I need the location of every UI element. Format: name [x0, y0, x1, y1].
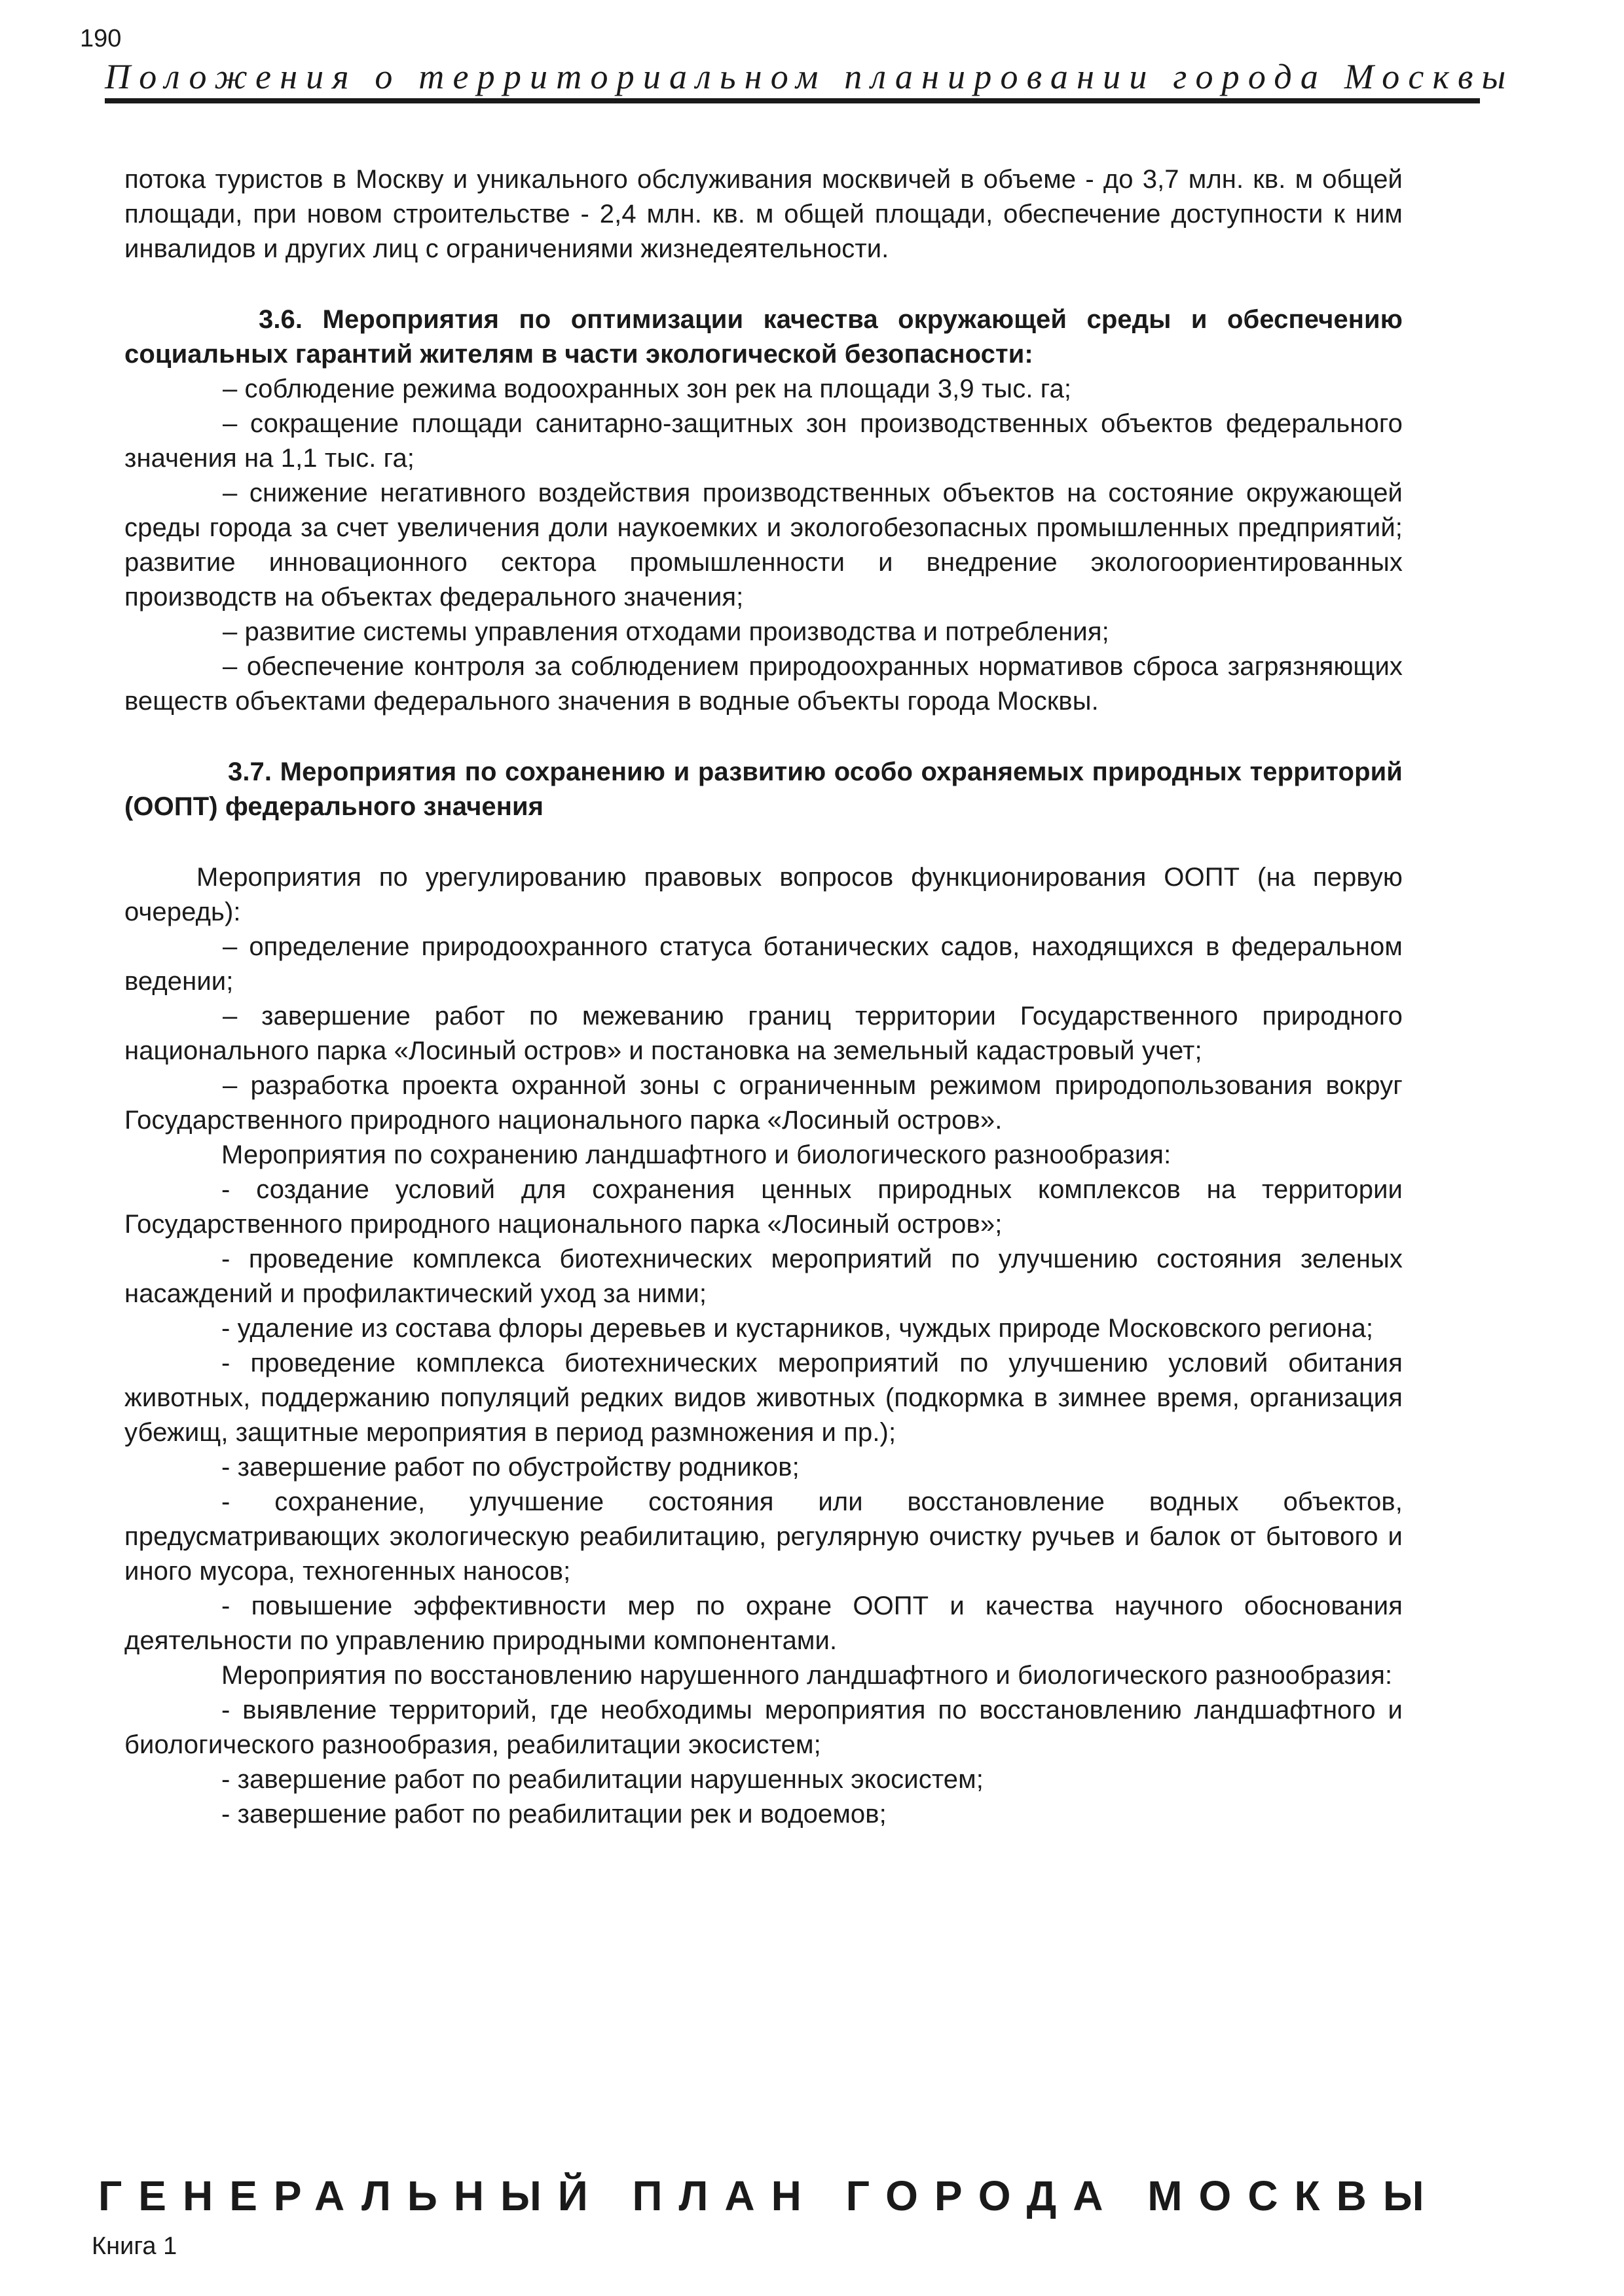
spacer — [124, 824, 1403, 860]
list-item: – разработка проекта охранной зоны с ограниченным режимом природопользования вокруг Государственного природного национального парка «Лосиный остров». — [124, 1071, 1403, 1135]
spacer — [124, 719, 1403, 755]
footer-book-label: Книга 1 — [92, 2232, 177, 2260]
section-3-7-heading: 3.7. Мероприятия по сохранению и развитию особо охраняемых природных территорий (ООПТ) федерального значения — [124, 757, 1403, 821]
list-item: - сохранение, улучшение состояния или восстановление водных объектов, предусматривающих экологическую реабилитацию, регулярную очистку ручьев и балок от бытового и иного мусора, техногенных наносов; — [124, 1487, 1403, 1586]
list-item: - завершение работ по реабилитации рек и водоемов; — [221, 1800, 887, 1829]
list-item: - завершение работ по обустройству родников; — [221, 1453, 800, 1482]
paragraph-intro: потока туристов в Москву и уникального обслуживания москвичей в объеме - до 3,7 млн. кв. м общей площади, при новом строительстве - 2,4 млн. кв. м общей площади, обеспечение доступности к ним инвалидов и других лиц с ограничениями жизнедеятельности. — [124, 165, 1403, 263]
restore-intro: Мероприятия по восстановлению нарушенного ландшафтного и биологического разнообразия: — [221, 1661, 1393, 1690]
list-item: – сокращение площади санитарно-защитных зон производственных объектов федерального значения на 1,1 тыс. га; — [124, 409, 1403, 473]
list-item: - завершение работ по реабилитации нарушенных экосистем; — [221, 1765, 984, 1794]
list-item: - проведение комплекса биотехнических мероприятий по улучшению состояния зеленых насаждений и профилактический уход за ними; — [124, 1245, 1403, 1308]
page-number: 190 — [80, 25, 122, 52]
list-item: – соблюдение режима водоохранных зон рек на площади 3,9 тыс. га; — [223, 374, 1072, 403]
list-item: - повышение эффективности мер по охране ООПТ и качества научного обоснования деятельности по управлению природными компонентами. — [124, 1592, 1403, 1655]
section-3-6-heading: 3.6. Мероприятия по оптимизации качества окружающей среды и обеспечению социальных гарантий жителям в части экологической безопасности: — [124, 305, 1403, 369]
list-item: - выявление территорий, где необходимы мероприятия по восстановлению ландшафтного и биологического разнообразия, реабилитации экосистем; — [124, 1696, 1403, 1759]
list-item: – развитие системы управления отходами производства и потребления; — [223, 617, 1109, 646]
list-item: - проведение комплекса биотехнических мероприятий по улучшению условий обитания животных, поддержанию популяций редких видов животных (подкормка в зимнее время, организация убежищ, защитные мероприятия в период размножения и пр.); — [124, 1349, 1403, 1447]
list-item: – снижение негативного воздействия производственных объектов на состояние окружающей среды города за счет увеличения доли наукоемких и экологобезопасных промышленных предприятий; развитие инновационного сектора промышленности и внедрение экологоориентированных производств на объектах федерального значения; — [124, 479, 1403, 611]
spacer — [124, 266, 1403, 302]
list-item: - удаление из состава флоры деревьев и кустарников, чуждых природе Московского региона; — [221, 1314, 1374, 1343]
header-title: Положения о территориальном планировании города Москвы — [105, 57, 1515, 96]
list-item: – определение природоохранного статуса ботанических садов, находящихся в федеральном ведении; — [124, 932, 1403, 996]
footer-title: ГЕНЕРАЛЬНЫЙ ПЛАН ГОРОДА МОСКВЫ — [98, 2172, 1441, 2219]
legal-intro: Мероприятия по урегулированию правовых вопросов функционирования ООПТ (на первую очередь): — [124, 863, 1403, 926]
list-item: – завершение работ по межеванию границ территории Государственного природного национального парка «Лосиный остров» и постановка на земельный кадастровый учет; — [124, 1002, 1403, 1065]
document-body — [124, 162, 1403, 1832]
list-item: – обеспечение контроля за соблюдением природоохранных нормативов сброса загрязняющих веществ объектами федерального значения в водные объекты города Москвы. — [124, 652, 1403, 716]
list-item: - создание условий для сохранения ценных природных комплексов на территории Государственного природного национального парка «Лосиный остров»; — [124, 1175, 1403, 1239]
header-rule — [105, 98, 1480, 103]
bio-intro: Мероприятия по сохранению ландшафтного и биологического разнообразия: — [221, 1140, 1172, 1169]
